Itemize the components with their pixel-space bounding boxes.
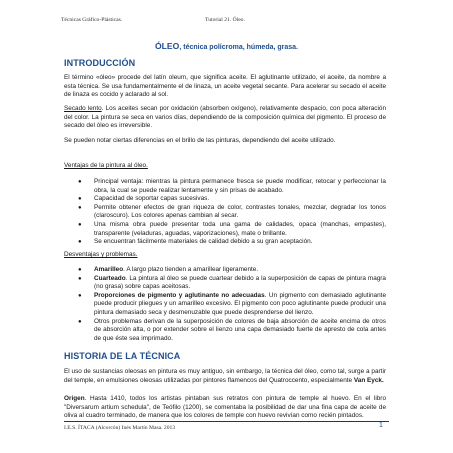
bullet-icon: ●	[78, 292, 82, 299]
header-right: Tutorial 21. Óleo.	[205, 17, 245, 23]
list-item: ● Cuarteado. La pintura al óleo se puede cuartear debido a la superposición de capas de pintura magra (no grasa) sobre capas aceitosas.	[78, 274, 386, 291]
drying-text: . Los aceites secan por oxidación (absorben oxígeno), relativamente despacio, con poca alteración del color. La pintura se seca en varios días, dependiendo de la composición química del pigmento. El proceso de secado del óleo es irreversible.	[64, 105, 387, 130]
list-item: ● Amarilleo. A largo plazo tienden a amarillear ligeramente.	[78, 266, 259, 273]
bullet-icon: ●	[78, 196, 82, 203]
section-heading-intro: INTRODUCCIÓN	[64, 58, 136, 68]
list-item: ● Proporciones de pigmento y aglutinante no adecuadas. Un pigmento con demasiado aglutinante puede producir pliegues y un amarilleo excesivo. El pigmento con poco aglutinante puede producir una pintura demasiado seca y desmenuzable que puede desprenderse del lienzo.	[78, 291, 386, 316]
title-subtitle: , técnica polícroma, húmeda, grasa.	[179, 44, 298, 51]
list-item: ● Se encuentran fácilmente materiales de calidad debido a su gran aceptación.	[78, 238, 313, 246]
bullet-icon: ●	[78, 318, 82, 325]
origin-label: Origen	[64, 395, 85, 402]
advantages-title: Ventajas de la pintura al óleo.	[64, 162, 148, 169]
bullet-icon: ●	[78, 221, 82, 228]
list-item: ● Capacidad de soportar capas sucesivas.	[78, 195, 210, 203]
bullet-icon: ●	[78, 204, 82, 211]
disadvantages-title: Desventajas y problemas.	[64, 251, 138, 258]
bullet-icon: ●	[78, 179, 82, 185]
list-item: ● Una misma obra puede presentar toda una gama de calidades, opaca (manchas, empastes), transparente (veladuras, aguadas, vaporizaciones), mate o brillante.	[78, 220, 386, 237]
page-number: 1	[379, 422, 383, 429]
history-paragraph-2: Origen. Hasta 1410, todos los artistas pintaban sus retratos con pintura de temple al huevo. En el libro "Diversarum artium schedula", de Teófilo (1200), se comentaba la posibilidad de dar una fina capa de aceite de oliva al cuadro terminado, de manera que los colores de temple con huevo revivían como recién pintados.	[64, 395, 386, 420]
intro-paragraph-2	[64, 105, 386, 131]
footer-divider	[64, 421, 389, 422]
header-left: Técnicas Gráfico-Plásticas.	[61, 17, 123, 23]
disadvantages-list	[64, 266, 386, 343]
bullet-icon: ●	[78, 267, 82, 273]
bullet-icon: ●	[78, 239, 82, 246]
history-paragraph-1: El uso de sustancias oleosas en pintura es muy antiguo, sin embargo, la técnica del óleo, como tal, surge a partir del temple, en emulsiones oleosas utilizadas por pintores flamencos del Quatroccento, especialmente Van Eyck.	[64, 368, 386, 384]
document-title	[0, 41, 453, 51]
section-heading-history: HISTORIA DE LA TÉCNICA	[64, 351, 181, 361]
drying-label: Secado lento	[64, 105, 102, 112]
title-main: ÓLEO	[154, 41, 180, 51]
advantages-list	[64, 178, 386, 247]
intro-paragraph-1: El término «óleo» procede del latín oleum, que significa aceite. El aglutinante utilizado, el aceite, da nombre a esta técnica. Se usa fundamentalmente el de linaza, un aceite vegetal secante. Para acelerar su secado el aceite de linaza es cocido y aclarado al sol.	[64, 74, 386, 99]
list-item: ● Principal ventaja: mientras la pintura permanece fresca se puede modificar, retocar y perfeccionar la obra, la cual se puede realizar lentamente y sin prisas de acabado.	[78, 178, 386, 194]
bullet-icon: ●	[78, 275, 82, 282]
list-item: ● Permite obtener efectos de gran riqueza de color, contrastes tonales, mezclar, degradar los tonos (claroscuro). Los colores apenas cambian al secar.	[78, 203, 386, 220]
footer-credit: I.E.S. ÍTACA (Alcorcón) Inés Martín Masa. 2013	[64, 425, 176, 431]
intro-paragraph-3: Se pueden notar ciertas diferencias en el brillo de las pinturas, dependiendo del aceite utilizado.	[64, 137, 336, 144]
list-item: ● Otros problemas derivan de la superposición de colores de baja absorción de aceite encima de otros de absorción alta, o por extender sobre el lienzo una capa demasiado fuerte de apresto de cola antes de que éste sea imprimado.	[78, 317, 386, 342]
